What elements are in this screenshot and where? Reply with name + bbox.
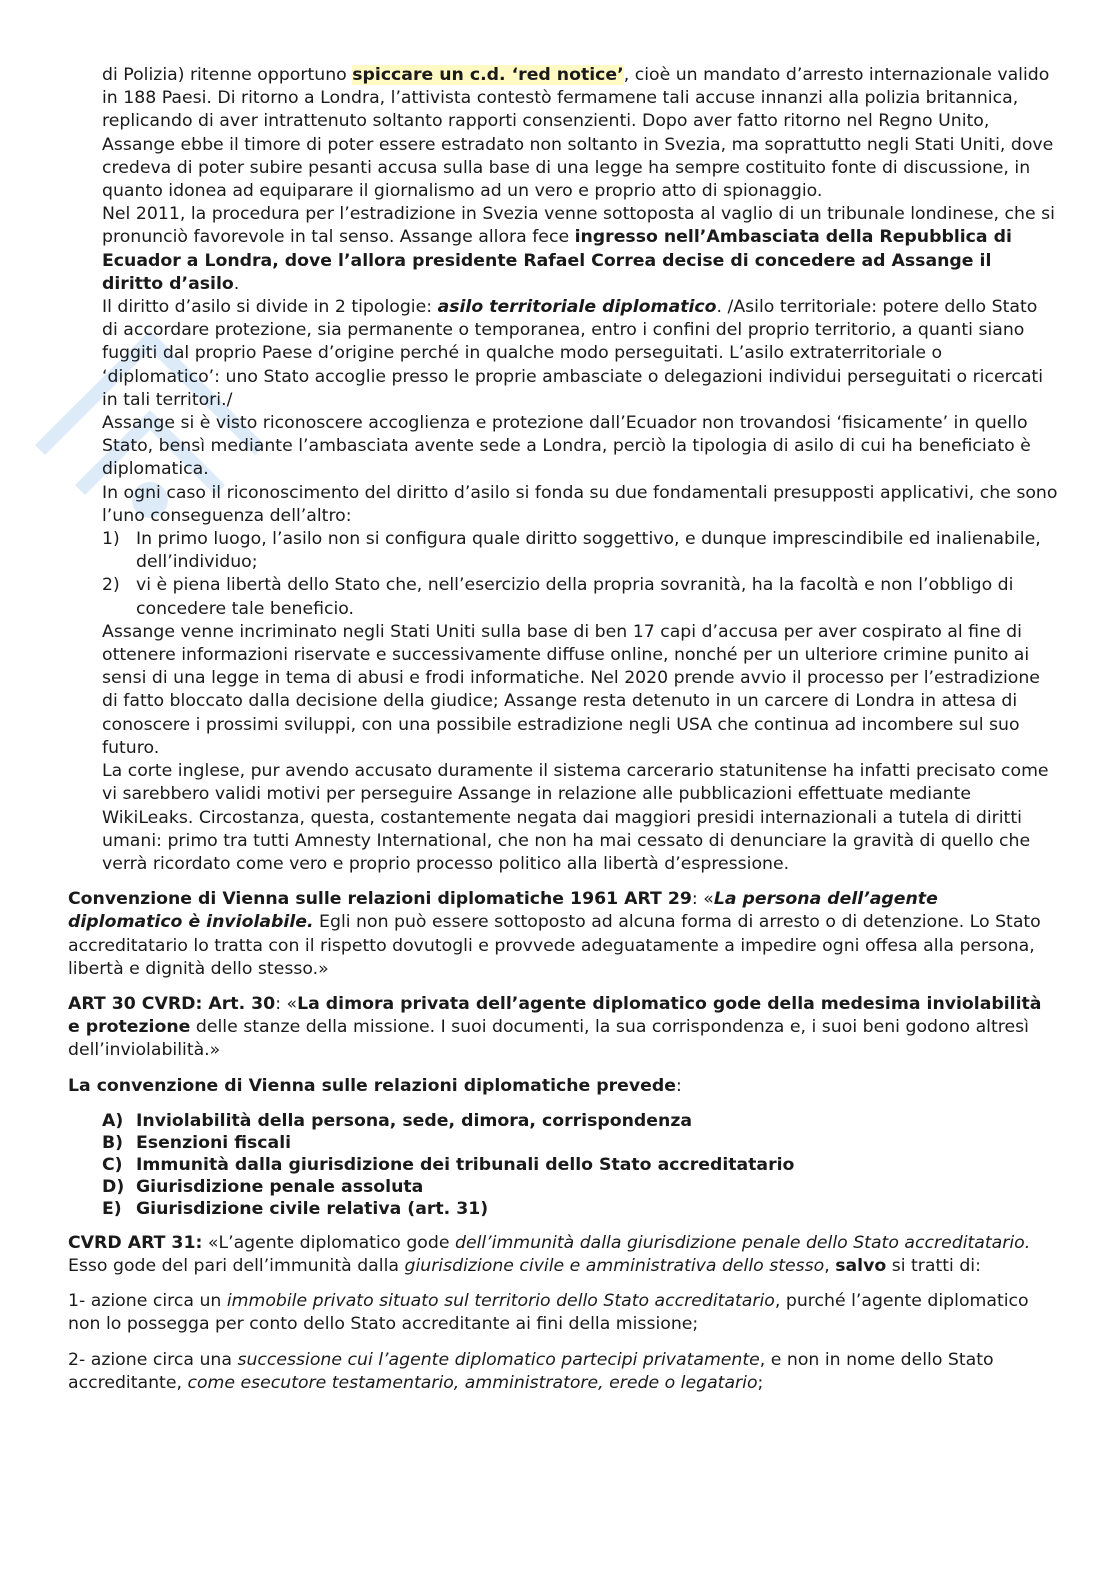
ambasciata-bold: ingresso nell’Ambasciata della Repubblica di Ecuador a Londra, dove l’allora presidente Rafael Correa decise di concedere ad Assange il diritto d’asilo <box>102 227 1012 294</box>
list-item: B) Esenzioni fiscali <box>102 1132 292 1153</box>
list-item: 1) In primo luogo, l’asilo non si configura quale diritto soggettivo, e dunque imprescindibile ed inalienabile, dell’individuo; <box>102 529 1041 573</box>
paragraph-art-30: ART 30 CVRD: Art. 30: «La dimora privata dell’agente diplomatico gode della medesima inviolabilità e protezione delle stanze della missione. I suoi documenti, la sua corrispondenza e, i suoi beni godono altresì dell’inviolabilità.» <box>68 993 1042 1061</box>
list-item: A) Inviolabilità della persona, sede, dimora, corrispondenza <box>102 1110 693 1131</box>
assange-section <box>68 64 1058 876</box>
paragraph-diplomatica: Assange si è visto riconoscere accoglienza e protezione dall’Ecuador non trovandosi ‘fisicamente’ in quello Stato, bensì mediante l’ambasciata avente sede a Londra, perciò la tipologia di asilo di cui ha beneficiato è diplomatica. <box>102 413 1031 480</box>
red-notice-bold: spiccare un c.d. ‘red notice’ <box>352 65 624 85</box>
paragraph-diritto-asilo: Il diritto d’asilo si divide in 2 tipologie: asilo territoriale diplomatico. /Asilo territoriale: potere dello Stato di accordare protezione, sia permanente o temporanea, entro i confini del proprio territorio, a quanti siano fuggiti dal proprio Paese d’origine perché in qualche modo perseguitati. L’asilo extraterritoriale o ‘diplomatico’: uno Stato accoglie presso le proprie ambasciate o delegazioni individui perseguitati o ricercati in tali territori./ <box>102 297 1044 410</box>
lettered-list <box>68 1110 1058 1220</box>
numbered-list <box>102 528 1058 621</box>
paragraph-presupposti: In ogni caso il riconoscimento del diritto d’asilo si fonda su due fondamentali presupposti applicativi, che sono l’uno conseguenza dell’altro: <box>102 482 1058 526</box>
paragraph-item-1: 1- azione circa un immobile privato situato sul territorio dello Stato accreditatario, purché l’agente diplomatico non lo possegga per conto dello Stato accreditante ai fini della missione; <box>68 1291 1029 1335</box>
asilo-term: asilo territoriale diplomatico <box>437 297 717 318</box>
list-item: 2) vi è piena libertà dello Stato che, nell’esercizio della propria sovranità, ha la facoltà e non l’obbligo di concedere tale beneficio. <box>102 575 1014 619</box>
list-item: D) Giurisdizione penale assoluta <box>102 1176 424 1197</box>
list-item: E) Giurisdizione civile relativa (art. 31) <box>102 1198 489 1219</box>
paragraph-art-31: CVRD ART 31: «L’agente diplomatico gode dell’immunità dalla giurisdizione penale dello Stato accreditatario. Esso gode del pari dell’immunità dalla giurisdizione civile e amministrativa dello stesso, salvo si tratti di: <box>68 1232 1031 1276</box>
paragraph-corte-inglese: La corte inglese, pur avendo accusato duramente il sistema carcerario statunitense ha infatti precisato come vi sarebbero validi motivi per perseguire Assange in relazione alle pubblicazioni effettuate mediante WikiLeaks. Circostanza, questa, costantemente negata dai maggiori presidi internazionali a tutela di diritti umani: primo tra tutti Amnesty International, che non ha mai cessato di denunciare la gravità di quello che verrà ricordato come vero e proprio processo politico alla libertà d’espressione. <box>102 761 1049 874</box>
paragraph-incriminato: Assange venne incriminato negli Stati Uniti sulla base di ben 17 capi d’accusa per aver cospirato al fine di ottenere informazioni riservate e successivamente diffuse online, nonché per un ulteriore crimine punito ai sensi di una legge in tema di abusi e frodi informatiche. Nel 2020 prende avvio il processo per l’estradizione di fatto bloccato dalla decisione della giudice; Assange resta detenuto in un carcere di Londra in attesa di conoscere i prossimi sviluppi, con una possibile estradizione negli USA che continua ad incombere sul suo futuro. <box>102 621 1040 758</box>
paragraph-art-29: Convenzione di Vienna sulle relazioni diplomatiche 1961 ART 29: «La persona dell’agente diplomatico è inviolabile. Egli non può essere sottoposto ad alcuna forma di arresto o di detenzione. Lo Stato accreditatario lo tratta con il rispetto dovutogli e provvede adeguatamente a impedire ogni offesa alla persona, libertà e dignità dello stesso.» <box>68 889 1041 979</box>
document-page <box>68 64 1058 1407</box>
paragraph-ambasciata: Nel 2011, la procedura per l’estradizione in Svezia venne sottoposta al vaglio di un tribunale londinese, che si pronunciò favorevole in tal senso. Assange allora fece ingresso nell’Ambasciata della Repubblica di Ecuador a Londra, dove l’allora presidente Rafael Correa decise di concedere ad Assange il diritto d’asilo. <box>102 204 1055 294</box>
paragraph-red-notice: di Polizia) ritenne opportuno spiccare un c.d. ‘red notice’, cioè un mandato d’arresto internazionale valido in 188 Paesi. Di ritorno a Londra, l’attivista contestò fermamene tali accuse innanzi alla polizia britannica, replicando di aver intrattenuto soltanto rapporti consenzienti. Dopo aver fatto ritorno nel Regno Unito, Assange ebbe il timore di poter essere estradato non soltanto in Svezia, ma soprattutto negli Stati Uniti, dove credeva di poter subire pesanti accusa sulla base di una legge ha sempre costituito fonte di discussione, in quanto idonea ad equiparare il giornalismo ad un vero e proprio atto di spionaggio. <box>102 65 1054 202</box>
list-item: C) Immunità dalla giurisdizione dei tribunali dello Stato accreditatario <box>102 1154 795 1175</box>
convention-heading: La convenzione di Vienna sulle relazioni diplomatiche prevede: <box>68 1075 682 1096</box>
paragraph-item-2: 2- azione circa una successione cui l’agente diplomatico partecipi privatamente, e non in nome dello Stato accreditante, come esecutore testamentario, amministratore, erede o legatario; <box>68 1349 994 1393</box>
